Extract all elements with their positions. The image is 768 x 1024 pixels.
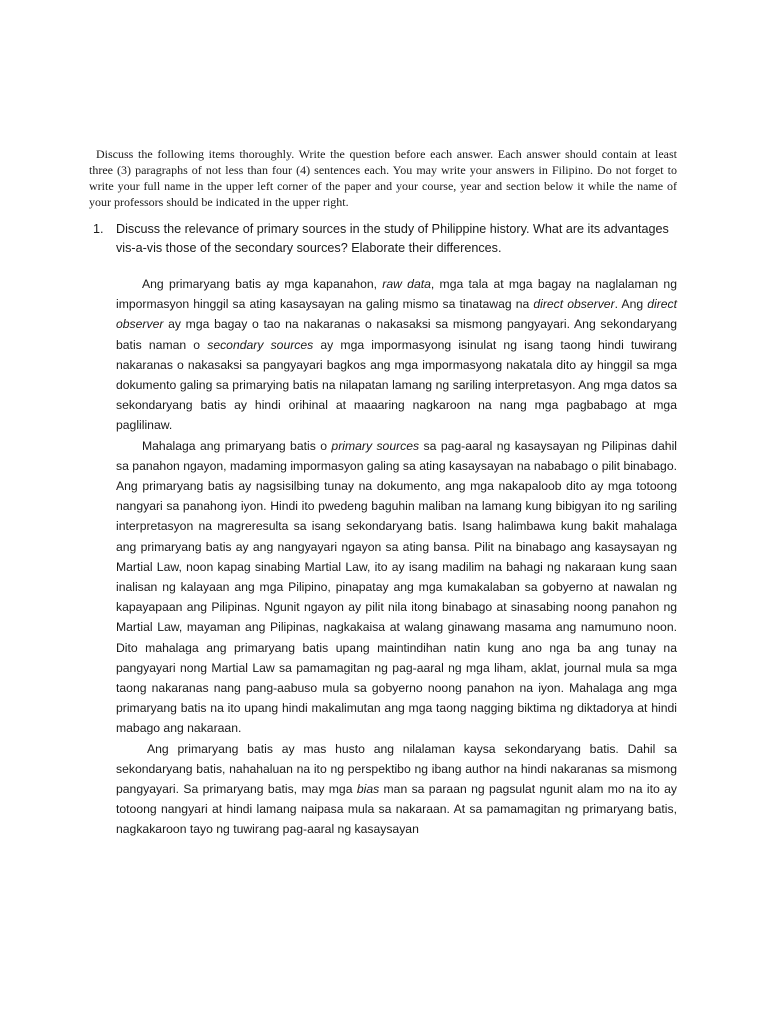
italic-term: direct observer [116, 297, 678, 332]
italic-term: direct observer [533, 297, 615, 312]
answer-paragraph-3 [116, 739, 677, 840]
text-run: man sa paraan ng pagsulat ngunit alam mo na ito ay totoong nangyari at hindi lamang naipasa mula sa nakaraan. At sa pamamagitan ng primaryang batis, nagkakaroon tayo ng tuwirang pag-aaral ng kasaysayan [116, 782, 678, 837]
italic-term: raw data [382, 277, 431, 291]
text-run: Ang primaryang batis ay mas husto ang nilalaman kaysa sekondaryang batis. Dahil sa sekondaryang batis, nahahaluan na ito ng perspektibo ng ibang author na hindi nakaranas sa mismong pangyayari. Sa primaryang batis, may mga [116, 741, 677, 797]
italic-term: secondary sources [207, 337, 314, 352]
italic-term: primary sources [331, 438, 420, 453]
answer-paragraph-1 [116, 274, 677, 436]
text-run: sa pag-aaral ng kasaysayan ng Pilipinas dahil sa panahon ngayon, madaming impormasyon galing sa ating kasaysayan na nababago o pilit binabago. Ang primaryang batis ay nagsisilbing tunay na dokumento, ang mga nakapaloob dito ay mga totoong nangyari sa panahong iyon. Hindi ito pwedeng baguhin maliban na lamang kung bibigyan ito ng sariling interpretasyon na magreresulta sa isang sekondaryang batis. Isang halimbawa kung bakit mahalaga ang primaryang batis ay ang nangyayari ngayon sa ating bansa. Pilit na binabago ang kasaysayan ng Martial Law, noon kapag sinabing Martial Law, ito ay isang madilim na bahagi ng nakaraan kung saan inalisan ng kalayaan ang mga Pilipino, pinapatay ang mga kumakalaban sa gobyerno at nawalan ng kapayapaan ang Pilipinas. Ngunit ngayon ay pilit nila itong binabago at sinasabing noong panahon ng Martial Law, mayaman ang Pilipinas, nagkakaisa at walang ginawang masama ang namumuno noon. Dito mahalaga ang primaryang batis upang maintindihan natin kung ano nga ba ang tunay na pangyayari nong Martial Law sa pamamagitan ng pag-aaral ng mga liham, aklat, journal mula sa mga taong nakaranas nang pang-aabuso mula sa gobyerno noong panahon na iyon. Mahalaga ang mga primaryang batis na ito upang hindi makalimutan ang mga taong nagging biktima ng diktadorya at hindi mabago ang nakaraan. [116, 438, 678, 736]
question-text: Discuss the relevance of primary sources in the study of Philippine history. What are its advantages vis-a-vis those of the secondary sources? Elaborate their differences. [116, 222, 669, 255]
answer-paragraph-2 [116, 436, 677, 739]
question-number: 1. [93, 222, 104, 236]
instructions-paragraph: Discuss the following items thoroughly. Write the question before each answer. Each answer should contain at least three (3) paragraphs of not less than four (4) sentences each. You may write your answers in Filipino. Do not forget to write your full name in the upper left corner of the paper and your course, year and section below it while the name of your professors should be indicated in the upper right. [89, 147, 677, 209]
text-run: Ang primaryang batis ay mga kapanahon, [142, 277, 383, 291]
text-run: Mahalaga ang primaryang batis o [142, 438, 332, 453]
italic-term: bias [356, 782, 380, 797]
text-run: , mga tala at mga bagay na naglalaman ng impormasyon hinggil sa ating kasaysayan na galing mismo sa tinatawag na [116, 277, 677, 312]
text-run: ay mga bagay o tao na nakaranas o nakasaksi sa mismong pangyayari. Ang sekondaryang batis naman o [116, 317, 677, 352]
question-item [93, 220, 678, 258]
text-run: ay mga impormasyong isinulat ng isang taong hindi tuwirang nakaranas o nakasaksi sa pangyayari bagkos ang mga impormasyong nakatala dito ay hinggil sa mga dokumento galing sa primarying batis na nilapatan lamang ng sariling interpretasyon. Ang mga datos sa sekondaryang batis ay hindi orihinal at maaaring nagkaroon na nang mga pagbabago at mga paglilinaw. [116, 337, 677, 433]
text-run: . Ang [614, 297, 648, 312]
answer-body [116, 274, 677, 840]
